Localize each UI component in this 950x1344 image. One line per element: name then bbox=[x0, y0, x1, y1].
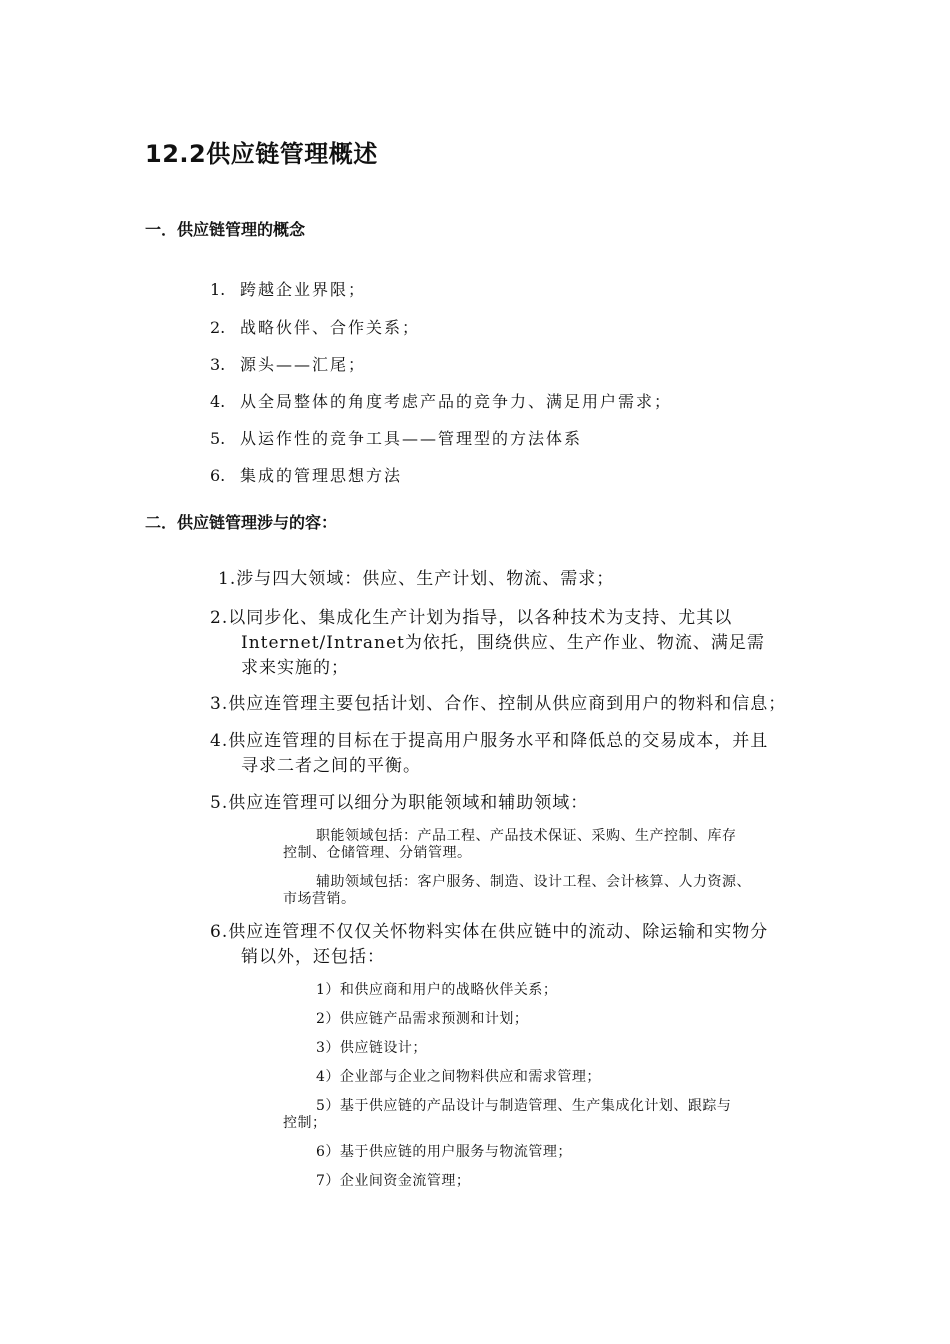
sub-list-item bbox=[283, 1011, 823, 1028]
paragraph-line: 市场营销。 bbox=[283, 891, 356, 907]
sub-list-item bbox=[283, 1069, 823, 1086]
sub-list-item bbox=[283, 1098, 823, 1132]
section-heading-content: 二．供应链管理涉与的容： bbox=[145, 513, 338, 532]
list-item-number: 3. bbox=[210, 355, 226, 374]
list-item bbox=[210, 426, 582, 449]
list-item-text: 从全局整体的角度考虑产品的竞争力、满足用户需求； bbox=[240, 392, 673, 411]
sub-list-line: 3）供应链设计； bbox=[316, 1040, 427, 1056]
section-heading-concept: 一．供应链管理的概念 bbox=[145, 220, 306, 239]
content-line: 1.涉与四大领域：供应、生产计划、物流、需求； bbox=[218, 569, 615, 589]
content-line: 5.供应连管理可以细分为职能领域和辅助领域： bbox=[210, 793, 589, 813]
content-line: 4.供应连管理的目标在于提高用户服务水平和降低总的交易成本，并且 bbox=[210, 731, 769, 751]
paragraph-line: 控制、仓储管理、分销管理。 bbox=[283, 845, 472, 861]
sub-list-line: 6）基于供应链的用户服务与物流管理； bbox=[316, 1144, 572, 1160]
auxiliary-area-paragraph bbox=[283, 874, 823, 908]
content-item bbox=[218, 567, 833, 592]
content-item bbox=[210, 920, 825, 970]
sub-list-line: 1）和供应商和用户的战略伙伴关系； bbox=[316, 982, 558, 998]
list-item bbox=[210, 315, 420, 338]
content-line: 2.以同步化、集成化生产计划为指导，以各种技术为支持、尤其以 bbox=[210, 608, 733, 628]
sub-list-line: 2）供应链产品需求预测和计划； bbox=[316, 1011, 529, 1027]
list-item bbox=[210, 277, 366, 300]
content-item bbox=[210, 692, 850, 717]
list-item-text: 战略伙伴、合作关系； bbox=[240, 318, 421, 337]
list-item-text: 跨越企业界限； bbox=[240, 280, 367, 299]
paragraph-line: 职能领域包括：产品工程、产品技术保证、采购、生产控制、库存 bbox=[316, 828, 737, 844]
list-item-number: 1. bbox=[210, 280, 226, 299]
page-title: 12.2供应链管理概述 bbox=[145, 140, 378, 168]
content-line: 销以外，还包括： bbox=[241, 947, 385, 967]
list-item-text: 源头——汇尾； bbox=[240, 355, 367, 374]
list-item-number: 2. bbox=[210, 318, 226, 337]
list-item-text: 从运作性的竞争工具——管理型的方法体系 bbox=[240, 429, 583, 448]
list-item-number: 5. bbox=[210, 429, 226, 448]
functional-area-paragraph bbox=[283, 828, 823, 862]
content-line: 寻求二者之间的平衡。 bbox=[241, 756, 421, 776]
content-line: 3.供应连管理主要包括计划、合作、控制从供应商到用户的物料和信息； bbox=[210, 694, 787, 714]
list-item-text: 集成的管理思想方法 bbox=[240, 466, 403, 485]
sub-list-line: 4）企业部与企业之间物料供应和需求管理； bbox=[316, 1069, 601, 1085]
list-item bbox=[210, 463, 402, 486]
sub-list-line: 5）基于供应链的产品设计与制造管理、生产集成化计划、跟踪与 bbox=[316, 1098, 732, 1114]
content-item bbox=[210, 729, 825, 779]
sub-list-item bbox=[283, 1173, 823, 1190]
list-item bbox=[210, 389, 672, 412]
sub-list-line: 7）企业间资金流管理； bbox=[316, 1173, 471, 1189]
content-line: Internet/Intranet为依托，围绕供应、生产作业、物流、满足需 bbox=[241, 633, 765, 653]
sub-list-item bbox=[283, 1144, 823, 1161]
list-item bbox=[210, 352, 366, 375]
content-line: 6.供应连管理不仅仅关怀物料实体在供应链中的流动、除运输和实物分 bbox=[210, 922, 769, 942]
sub-list-item bbox=[283, 1040, 823, 1057]
sub-list-item bbox=[283, 982, 823, 999]
list-item-number: 6. bbox=[210, 466, 226, 485]
content-item bbox=[210, 606, 825, 681]
content-item bbox=[210, 791, 825, 816]
content-line: 求来实施的； bbox=[241, 658, 349, 678]
paragraph-line: 辅助领域包括：客户服务、制造、设计工程、会计核算、人力资源、 bbox=[316, 874, 751, 890]
sub-list-line: 控制； bbox=[283, 1115, 327, 1131]
list-item-number: 4. bbox=[210, 392, 226, 411]
